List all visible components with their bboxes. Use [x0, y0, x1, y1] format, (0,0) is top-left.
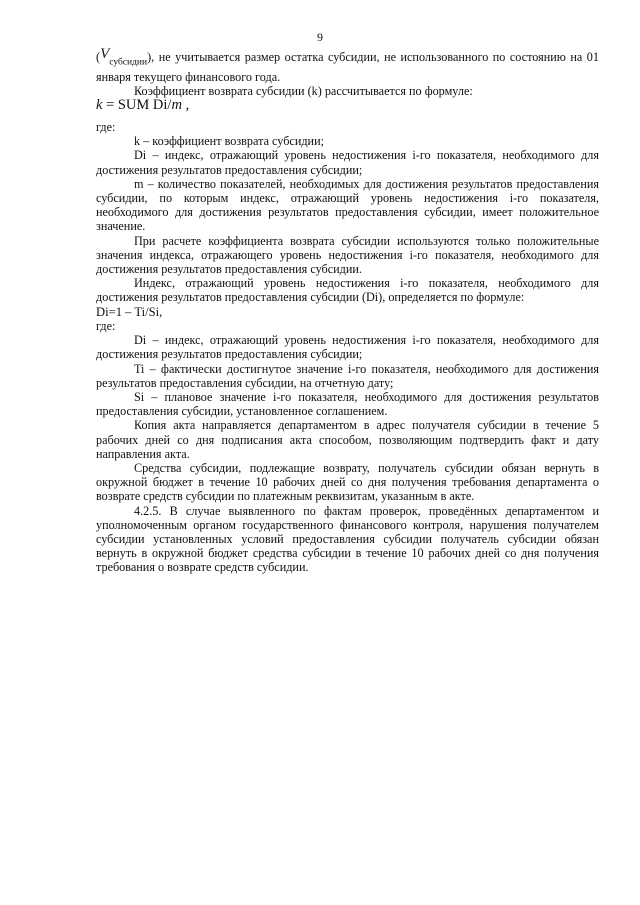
definition-di: Di – индекс, отражающий уровень недостижения i-го показателя, необходимого для достижения результатов предоставления субсидии; — [96, 148, 599, 177]
paragraph-residual-text: ), не учитывается размер остатка субсидии, не использованного по состоянию на 01 января текущего финансового года. — [96, 50, 599, 84]
paragraph-residual — [96, 46, 599, 84]
v-subscript: субсидии — [109, 57, 148, 68]
formula-k-body: = SUM Di/ — [102, 97, 172, 114]
definition-di-2: Di – индекс, отражающий уровень недостижения i-го показателя, необходимого для достижения результатов предоставления субсидии; — [96, 333, 599, 362]
paragraph-index: Индекс, отражающий уровень недостижения i-го показателя, необходимого для достижения результатов предоставления субсидии (Di), определяется по формуле: — [96, 276, 599, 305]
definition-si: Si – плановое значение i-го показателя, необходимого для достижения результатов предоставления субсидии, установленное соглашением. — [96, 389, 599, 419]
formula-di: Di=1 – Ti/Si, — [96, 304, 163, 319]
paren-open: ( — [96, 50, 101, 64]
v-symbol: V — [100, 46, 110, 62]
page-body — [96, 46, 599, 575]
paragraph-act-copy: Копия акта направляется департаментом в адрес получателя субсидии в течение 5 рабочих дней со дня подписания акта способом, позволяющим подтвердить факт и дату направления акта. — [96, 418, 599, 461]
paragraph-funds-return: Средства субсидии, подлежащие возврату, получатель субсидии обязан вернуть в окружной бюджет в течение 10 рабочих дней со дня получения требования департамента о возврате средств субсидии по платежным реквизитам, указанным в акте. — [96, 460, 599, 504]
paragraph-calculation: При расчете коэффициента возврата субсидии используются только положительные значения индекса, отражающего уровень недостижения i-го показателя, необходимого для достижения результатов предоставления субсидии. — [96, 233, 599, 277]
definition-m: m – количество показателей, необходимых для достижения результатов предоставления субсидии, по которым индекс, отражающий уровень недостижения i-го показателя, необходимого для достижения результатов предоставления субсидии, имеет положительное значение. — [96, 176, 599, 234]
formula-k-symbol: k — [96, 97, 103, 114]
paragraph-coefficient-intro: Коэффициент возврата субсидии (k) рассчитывается по формуле: — [134, 83, 473, 98]
formula-k-m: m — [171, 97, 182, 114]
where-label-2: где: — [96, 318, 116, 333]
paragraph-4-2-5: 4.2.5. В случае выявленного по фактам проверок, проведённых департаментом и уполномоченным органом государственного финансового контроля, нарушения получателем субсидии установленных условий предоставления субсидии получатель субсидии обязан вернуть в окружной бюджет средства субсидии в течение 10 рабочих дней со дня получения требования о возврате средств субсидии. — [96, 503, 599, 575]
formula-k-tail: , — [181, 97, 190, 114]
page-number: 9 — [317, 30, 323, 44]
where-label-1: где: — [96, 120, 116, 135]
definition-k: k – коэффициент возврата субсидии; — [134, 134, 324, 149]
formula-k — [96, 98, 599, 120]
definition-ti: Ti – фактически достигнутое значение i-го показателя, необходимого для достижения результатов предоставления субсидии, на отчетную дату; — [96, 361, 599, 390]
